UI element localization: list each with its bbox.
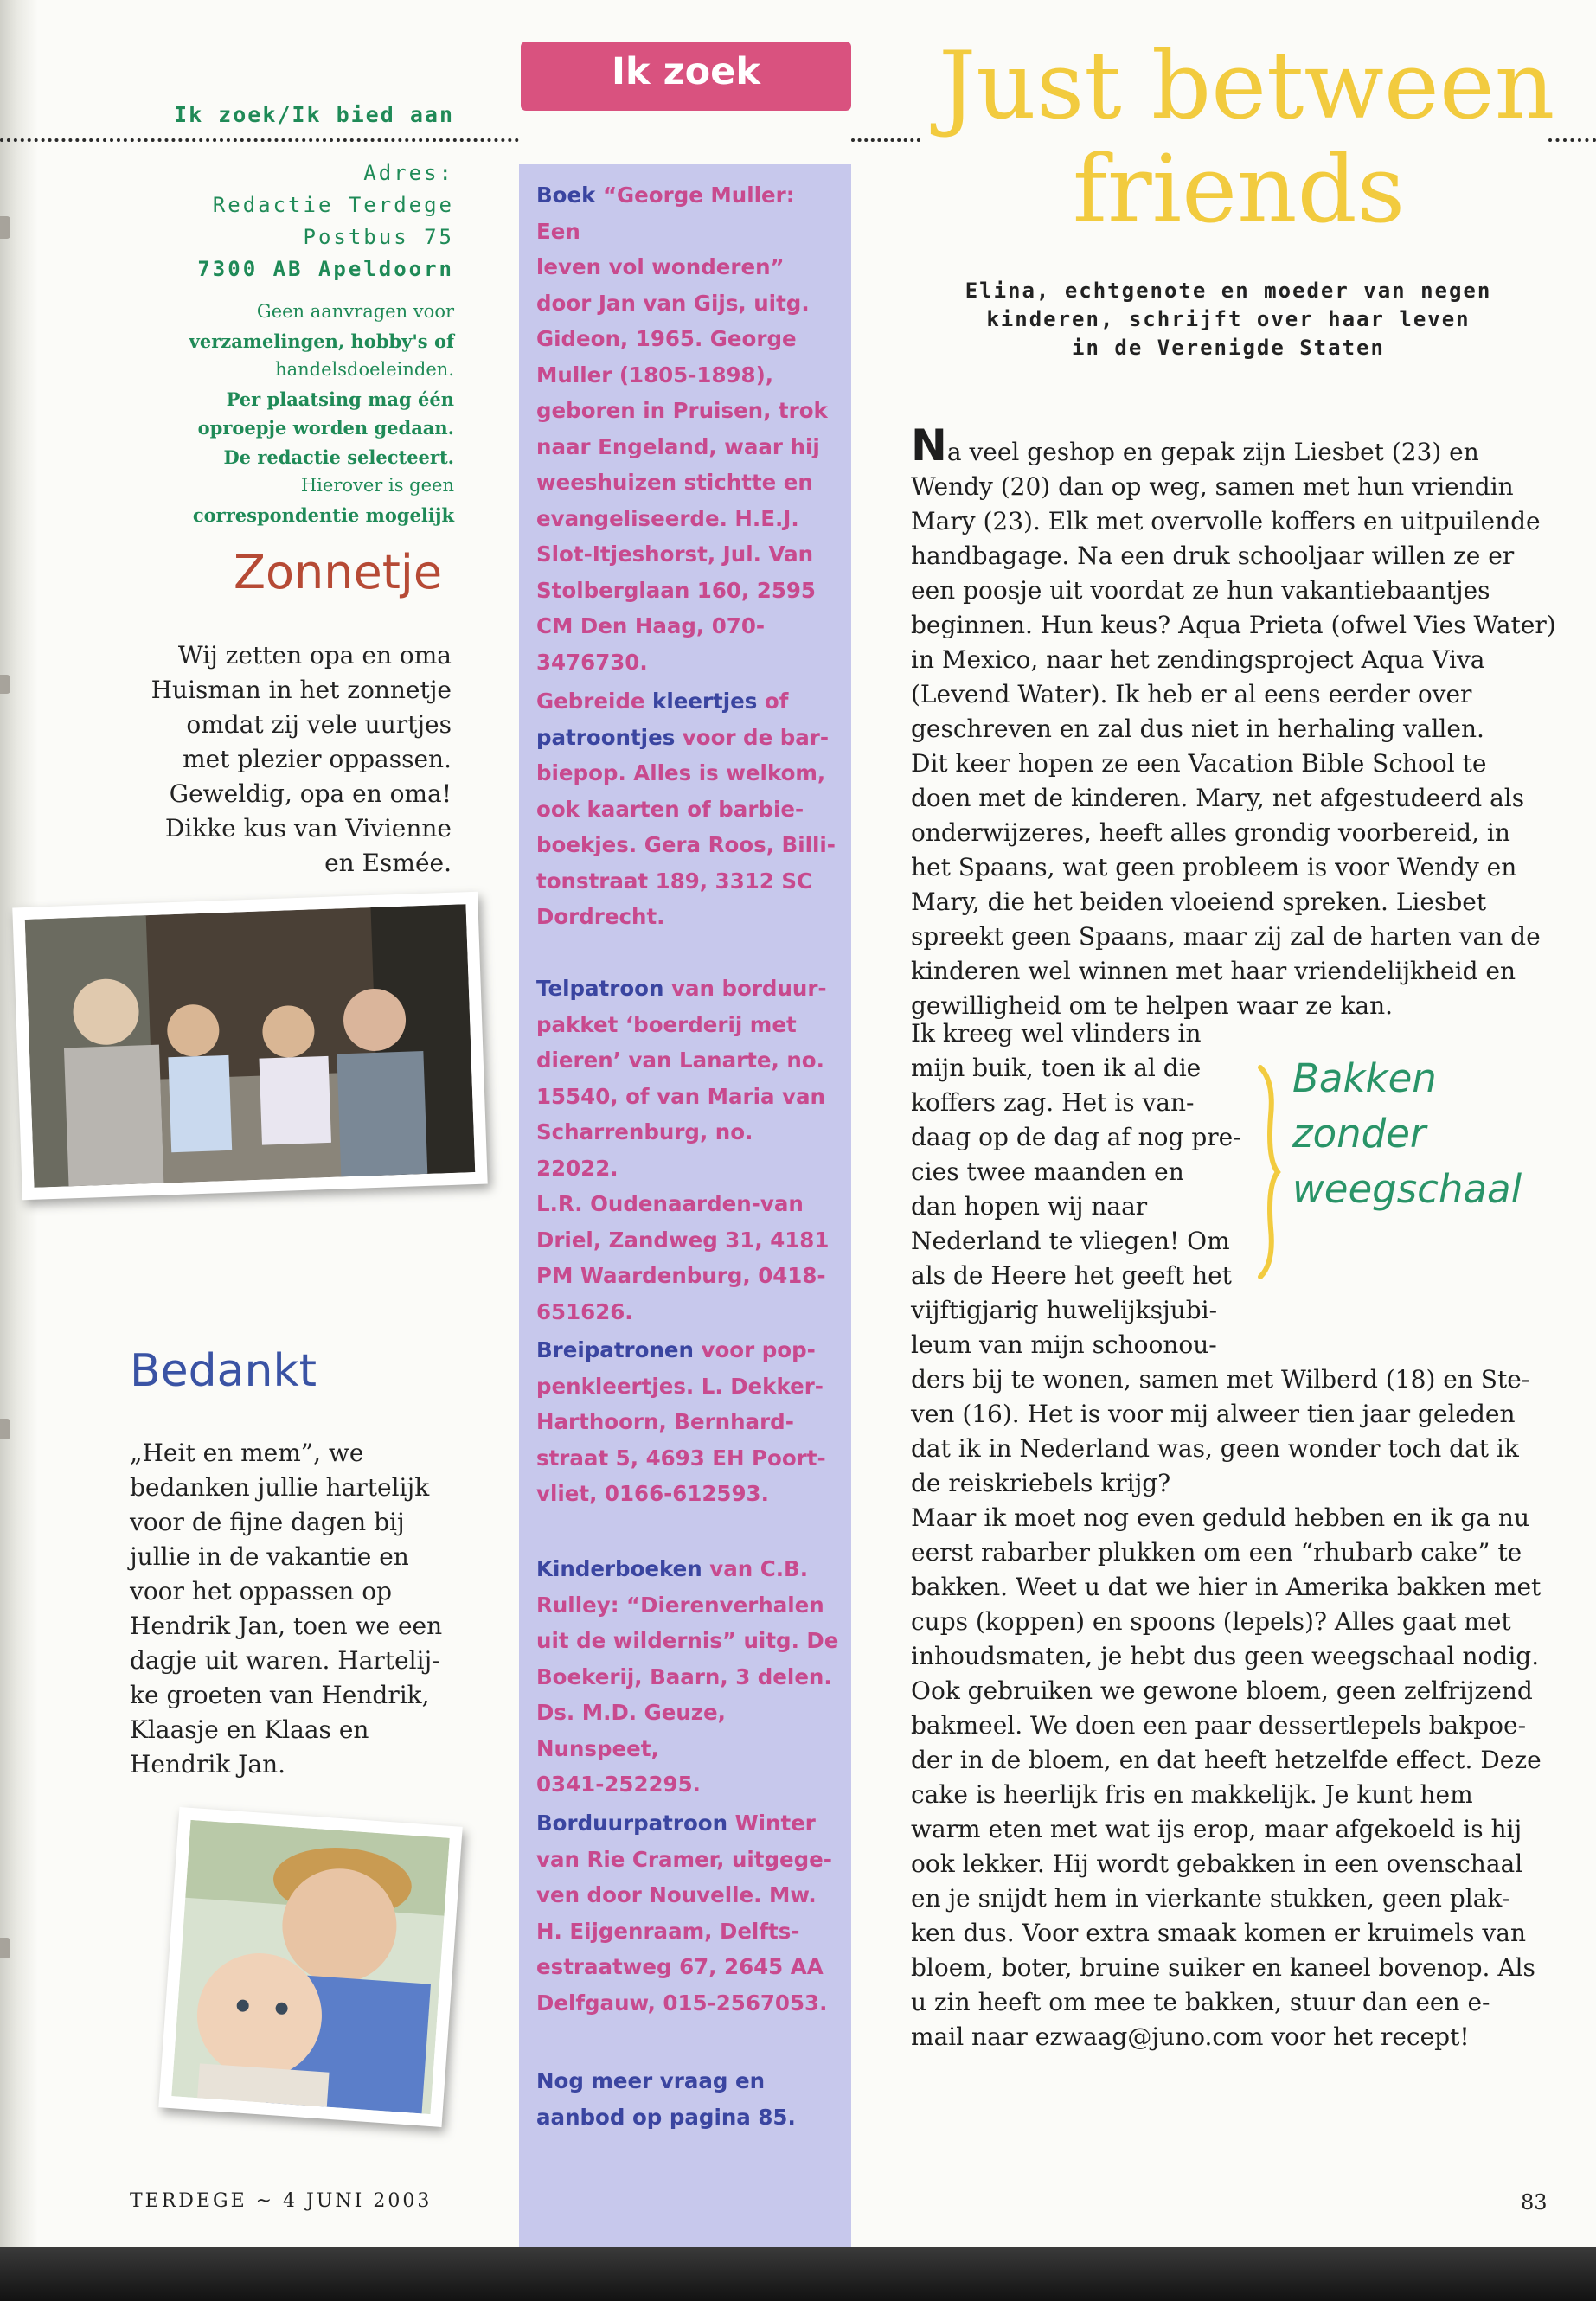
ad-line: H. Eijgenraam, Delfts-: [536, 1918, 800, 1944]
notice-line: handelsdoeleinden.: [275, 359, 454, 380]
children-photo: [158, 1807, 462, 2127]
children-image: [171, 1820, 450, 2114]
body-line: cups (koppen) en spoons (lepels)? Alles gaat met: [911, 1607, 1511, 1636]
zonnetje-heading: Zonnetje: [234, 545, 443, 599]
ad-line: Muller (1805-1898),: [536, 362, 774, 388]
body-line: Dit keer hopen ze een Vacation Bible School te: [911, 749, 1487, 778]
ad-line: Delfgauw, 015-2567053.: [536, 1990, 828, 2016]
body-line: mijn buik, toen ik al die: [911, 1054, 1202, 1082]
ad-line: naar Engeland, waar hij: [536, 433, 820, 459]
ik-zoek-banner: [521, 42, 851, 111]
text-line: ke groeten van Hendrik,: [130, 1681, 430, 1709]
body-line: spreekt geen Spaans, maar zij zal de harten van de: [911, 922, 1541, 951]
ad-line: vliet, 0166-612593.: [536, 1481, 769, 1506]
ad-line: van borduur-: [663, 976, 827, 1001]
body-line: onderwijzeres, heeft alles grondig voorbereid, in: [911, 818, 1510, 847]
classified-ad: [536, 683, 839, 935]
dotted-rule-left: [0, 138, 519, 142]
ad-line: uit de wildernis” uitg. De: [536, 1628, 839, 1653]
ad-line: Ds. M.D. Geuze, Nunspeet,: [536, 1700, 726, 1761]
banner-label: Ik zoek: [612, 50, 760, 93]
body-line: als de Heere het geeft het: [911, 1261, 1232, 1290]
body-line: gewilligheid om te helpen waar ze kan.: [911, 991, 1394, 1020]
spine-tab: [0, 1419, 10, 1439]
body-line: Mary, die het beiden vloeiend spreken. Liesbet: [911, 888, 1487, 916]
ad-line: Boekerij, Baarn, 3 delen.: [536, 1663, 832, 1689]
grandparents-image: [25, 904, 476, 1188]
body-line: kinderen wel winnen met haar vriendelijkheid en: [911, 957, 1516, 985]
ad-keyword: Telpatroon: [536, 976, 664, 1001]
ad-line: estraatweg 67, 2645 AA: [536, 1954, 824, 1979]
body-line: dan hopen wij naar: [911, 1192, 1148, 1221]
ad-line: van C.B.: [702, 1556, 809, 1581]
bedankt-text: [130, 1436, 458, 1782]
grandparents-photo: [12, 892, 487, 1201]
footer-publication: TERDEGE ~ 4 JUNI 2003: [130, 2190, 433, 2212]
ad-line: ook kaarten of barbie-: [536, 796, 804, 822]
zonnetje-text: [52, 638, 452, 881]
ad-keyword: kleertjes: [652, 689, 758, 714]
body-line: der in de bloem, en dat heeft hetzelfde effect. Deze: [911, 1746, 1542, 1774]
address-block: [52, 157, 454, 285]
ad-line: evangeliseerde. H.E.J.: [536, 505, 799, 531]
body-line: cies twee maanden en: [911, 1157, 1184, 1186]
ad-line: biepop. Alles is welkom,: [536, 760, 826, 785]
text-line: Hendrik Jan.: [130, 1750, 286, 1779]
classified-ad: [536, 1332, 839, 1512]
ad-line: leven vol wonderen”: [536, 254, 785, 279]
body-line: dat ik in Nederland was, geen wonder toch dat ik: [911, 1434, 1519, 1463]
body-line: handbagage. Na een druk schooljaar willen ze er: [911, 542, 1515, 570]
ad-line: Winter: [727, 1811, 816, 1836]
body-line: ders bij te wonen, samen met Wilberd (18) en Ste-: [911, 1365, 1530, 1394]
body-line: de reiskriebels krijg?: [911, 1469, 1171, 1497]
article-body-narrow: [911, 1016, 1257, 1362]
body-line: (Levend Water). Ik heb er al eens eerder over: [911, 680, 1472, 708]
dotted-rule-right: [1548, 138, 1596, 142]
classified-ad: [536, 1805, 839, 2021]
ad-line: van Rie Cramer, uitgege-: [536, 1846, 832, 1872]
ad-line: penkleertjes. L. Dekker-: [536, 1373, 824, 1399]
text-line: dagje uit waren. Hartelij-: [130, 1646, 440, 1675]
ad-line: 651626.: [536, 1298, 633, 1324]
body-line: ken dus. Voor extra smaak komen er kruimels van: [911, 1919, 1526, 1947]
body-line: Nederland te vliegen! Om: [911, 1227, 1230, 1255]
notice-line: Hierover is geen: [300, 475, 454, 496]
ad-line: Nog meer vraag en: [536, 2068, 766, 2093]
ad-line: 3476730.: [536, 649, 648, 675]
notice-line: verzamelingen, hobby's of: [189, 330, 454, 352]
text-line: „Heit en mem”, we: [130, 1439, 364, 1467]
article-body-top: [911, 420, 1568, 1023]
body-line: u zin heeft om mee te bakken, stuur dan een e-: [911, 1988, 1490, 2016]
pullquote-bracket: [1257, 1064, 1283, 1280]
notice-line: correspondentie mogelijk: [192, 503, 454, 526]
address-line: Redactie Terdege: [212, 193, 454, 217]
classified-ad: [536, 1551, 839, 1803]
section-header: Ik zoek/Ik bied aan: [174, 102, 454, 127]
ad-line: Driel, Zandweg 31, 4181: [536, 1227, 830, 1253]
body-line: Wendy (20) dan op weg, samen met hun vriendin: [911, 472, 1514, 501]
article-title-line2: friends: [1073, 136, 1406, 244]
body-line: cake is heerlijk fris en makkelijk. Je kunt hem: [911, 1780, 1473, 1809]
pullquote-line: zonder: [1292, 1111, 1426, 1157]
dotted-rule-mid: [851, 138, 920, 142]
subtitle-line: kinderen, schrijft over haar leven: [986, 307, 1471, 331]
ad-line: Harthoorn, Bernhard-: [536, 1409, 794, 1434]
ad-line: 0341-252295.: [536, 1772, 701, 1797]
body-line: ven (16). Het is voor mij alweer tien jaar geleden: [911, 1400, 1516, 1428]
ad-line: ven door Nouvelle. Mw.: [536, 1882, 817, 1907]
text-line: voor de fijne dagen bij: [130, 1508, 405, 1536]
text-line: Wij zetten opa en oma: [177, 641, 452, 670]
ad-line: voor pop-: [693, 1337, 816, 1362]
ad-line: door Jan van Gijs, uitg.: [536, 290, 810, 316]
pullquote: [1292, 1051, 1522, 1217]
body-line: ook lekker. Hij wordt gebakken in een ovenschaal: [911, 1849, 1523, 1878]
ad-keyword: Kinderboeken: [536, 1556, 702, 1581]
body-line: het Spaans, wat geen probleem is voor Wendy en: [911, 853, 1517, 881]
address-line: 7300 AB Apeldoorn: [197, 257, 454, 281]
body-line: in Mexico, naar het zendingsproject Aqua Viva: [911, 645, 1485, 674]
spine-tab: [0, 1938, 10, 1958]
body-line: Mary (23). Elk met overvolle koffers en uitpuilende: [911, 507, 1541, 535]
ad-line: weeshuizen stichtte en: [536, 470, 813, 495]
subtitle-line: in de Verenigde Staten: [1072, 336, 1385, 360]
pullquote-line: weegschaal: [1292, 1166, 1522, 1212]
spine-tab: [0, 216, 10, 239]
body-line: een poosje uit voordat ze hun vakantiebaantjes: [911, 576, 1490, 605]
article-body-bottom: [911, 1362, 1568, 2054]
body-line: en je snijdt hem in vierkante stukken, geen plak-: [911, 1884, 1510, 1913]
text-line: omdat zij vele uurtjes: [186, 710, 452, 739]
body-line: koffers zag. Het is van-: [911, 1088, 1195, 1117]
classified-ad: [536, 971, 839, 1330]
body-line: a veel geshop en gepak zijn Liesbet (23) en: [946, 438, 1479, 466]
notice-line: Per plaatsing mag één: [226, 388, 454, 410]
pullquote-line: Bakken: [1292, 1055, 1437, 1101]
ad-line: PM Waardenburg, 0418-: [536, 1263, 826, 1288]
body-line: bakmeel. We doen een paar dessertlepels bakpoe-: [911, 1711, 1527, 1740]
submission-notice: [52, 298, 454, 529]
ad-line: [645, 689, 653, 714]
ad-line: Slot-Itjeshorst, Jul. Van: [536, 542, 814, 567]
article-subtitle: [917, 277, 1540, 362]
ad-line: boekjes. Gera Roos, Billi-: [536, 832, 836, 857]
page-number: 83: [1521, 2190, 1548, 2214]
ad-keyword: Boek: [536, 183, 596, 208]
scan-edge: [0, 2247, 1596, 2301]
classified-ad: [536, 177, 839, 680]
ad-line: Gideon, 1965. George: [536, 326, 797, 351]
ad-line: Gebreide: [536, 689, 645, 714]
body-line: beginnen. Hun keus? Aqua Prieta (ofwel Vies Water): [911, 611, 1556, 639]
text-line: en Esmée.: [324, 849, 452, 877]
ad-line: 15540, of van Maria van: [536, 1083, 825, 1109]
text-line: Klaasje en Klaas en: [130, 1715, 369, 1744]
ad-line: of: [757, 689, 789, 714]
body-line: vijftigjarig huwelijksjubi-: [911, 1296, 1218, 1324]
address-line: Postbus 75: [303, 225, 454, 249]
body-line: eerst rabarber plukken om een “rhubarb cake” te: [911, 1538, 1522, 1567]
ad-line: “George Muller: Een: [536, 183, 795, 244]
body-line: Maar ik moet nog even geduld hebben en ik ga nu: [911, 1503, 1529, 1532]
text-line: Huisman in het zonnetje: [151, 676, 452, 704]
notice-line: De redactie selecteert.: [223, 445, 454, 468]
ad-line: pakket ‘boerderij met: [536, 1011, 797, 1037]
ad-line: geboren in Pruisen, trok: [536, 398, 828, 423]
text-line: met plezier oppassen.: [183, 745, 452, 773]
ad-line: dieren’ van Lanarte, no.: [536, 1048, 824, 1073]
notice-line: Geen aanvragen voor: [256, 301, 454, 322]
body-line: Ik kreeg wel vlinders in: [911, 1019, 1202, 1048]
text-line: Hendrik Jan, toen we een: [130, 1612, 443, 1640]
body-line: leum van mijn schoonou-: [911, 1330, 1217, 1359]
body-line: bloem, boter, bruine suiker en kaneel bovenop. Als: [911, 1953, 1535, 1982]
text-line: bedanken jullie hartelijk: [130, 1473, 430, 1502]
more-ads-note: [536, 2063, 839, 2135]
ad-line: L.R. Oudenaarden-van: [536, 1191, 804, 1216]
text-line: Geweldig, opa en oma!: [169, 779, 452, 808]
body-line: geschreven en zal dus niet in herhaling vallen.: [911, 715, 1484, 743]
drop-cap: N: [911, 420, 947, 471]
bedankt-heading: Bedankt: [130, 1345, 317, 1397]
address-line: Adres:: [363, 161, 454, 185]
ad-line: CM Den Haag, 070-: [536, 613, 766, 638]
body-line: warm eten met wat ijs erop, maar afgekoeld is hij: [911, 1815, 1522, 1843]
body-line: mail naar ezwaag@juno.com voor het recept!: [911, 2022, 1470, 2051]
notice-line: oproepje worden gedaan.: [197, 417, 454, 439]
ad-keyword: Borduurpatroon: [536, 1811, 728, 1836]
subtitle-line: Elina, echtgenote en moeder van negen: [965, 279, 1492, 303]
body-line: Ook gebruiken we gewone bloem, geen zelfrijzend: [911, 1676, 1533, 1705]
ad-line: Dordrecht.: [536, 904, 665, 929]
body-line: inhoudsmaten, je hebt dus geen weegschaal nodig.: [911, 1642, 1540, 1670]
article-title-line1: Just between: [939, 32, 1555, 140]
body-line: bakken. Weet u dat we hier in Amerika bakken met: [911, 1573, 1542, 1601]
text-line: Dikke kus van Vivienne: [164, 814, 452, 843]
spine-tab: [0, 675, 10, 694]
ad-line: voor de bar-: [675, 724, 830, 750]
body-line: doen met de kinderen. Mary, net afgestudeerd als: [911, 784, 1525, 812]
ad-line: aanbod op pagina 85.: [536, 2104, 796, 2130]
ad-line: tonstraat 189, 3312 SC: [536, 868, 812, 894]
ad-line: Rulley: “Dierenverhalen: [536, 1592, 824, 1618]
ad-keyword: Breipatronen: [536, 1337, 694, 1362]
text-line: jullie in de vakantie en: [130, 1542, 409, 1571]
ad-line: straat 5, 4693 EH Poort-: [536, 1445, 826, 1471]
ad-line: Scharrenburg, no. 22022.: [536, 1119, 753, 1181]
ad-line: Stolberglaan 160, 2595: [536, 577, 816, 603]
text-line: voor het oppassen op: [130, 1577, 392, 1606]
body-line: daag op de dag af nog pre-: [911, 1123, 1241, 1151]
ad-keyword: patroontjes: [536, 724, 676, 750]
